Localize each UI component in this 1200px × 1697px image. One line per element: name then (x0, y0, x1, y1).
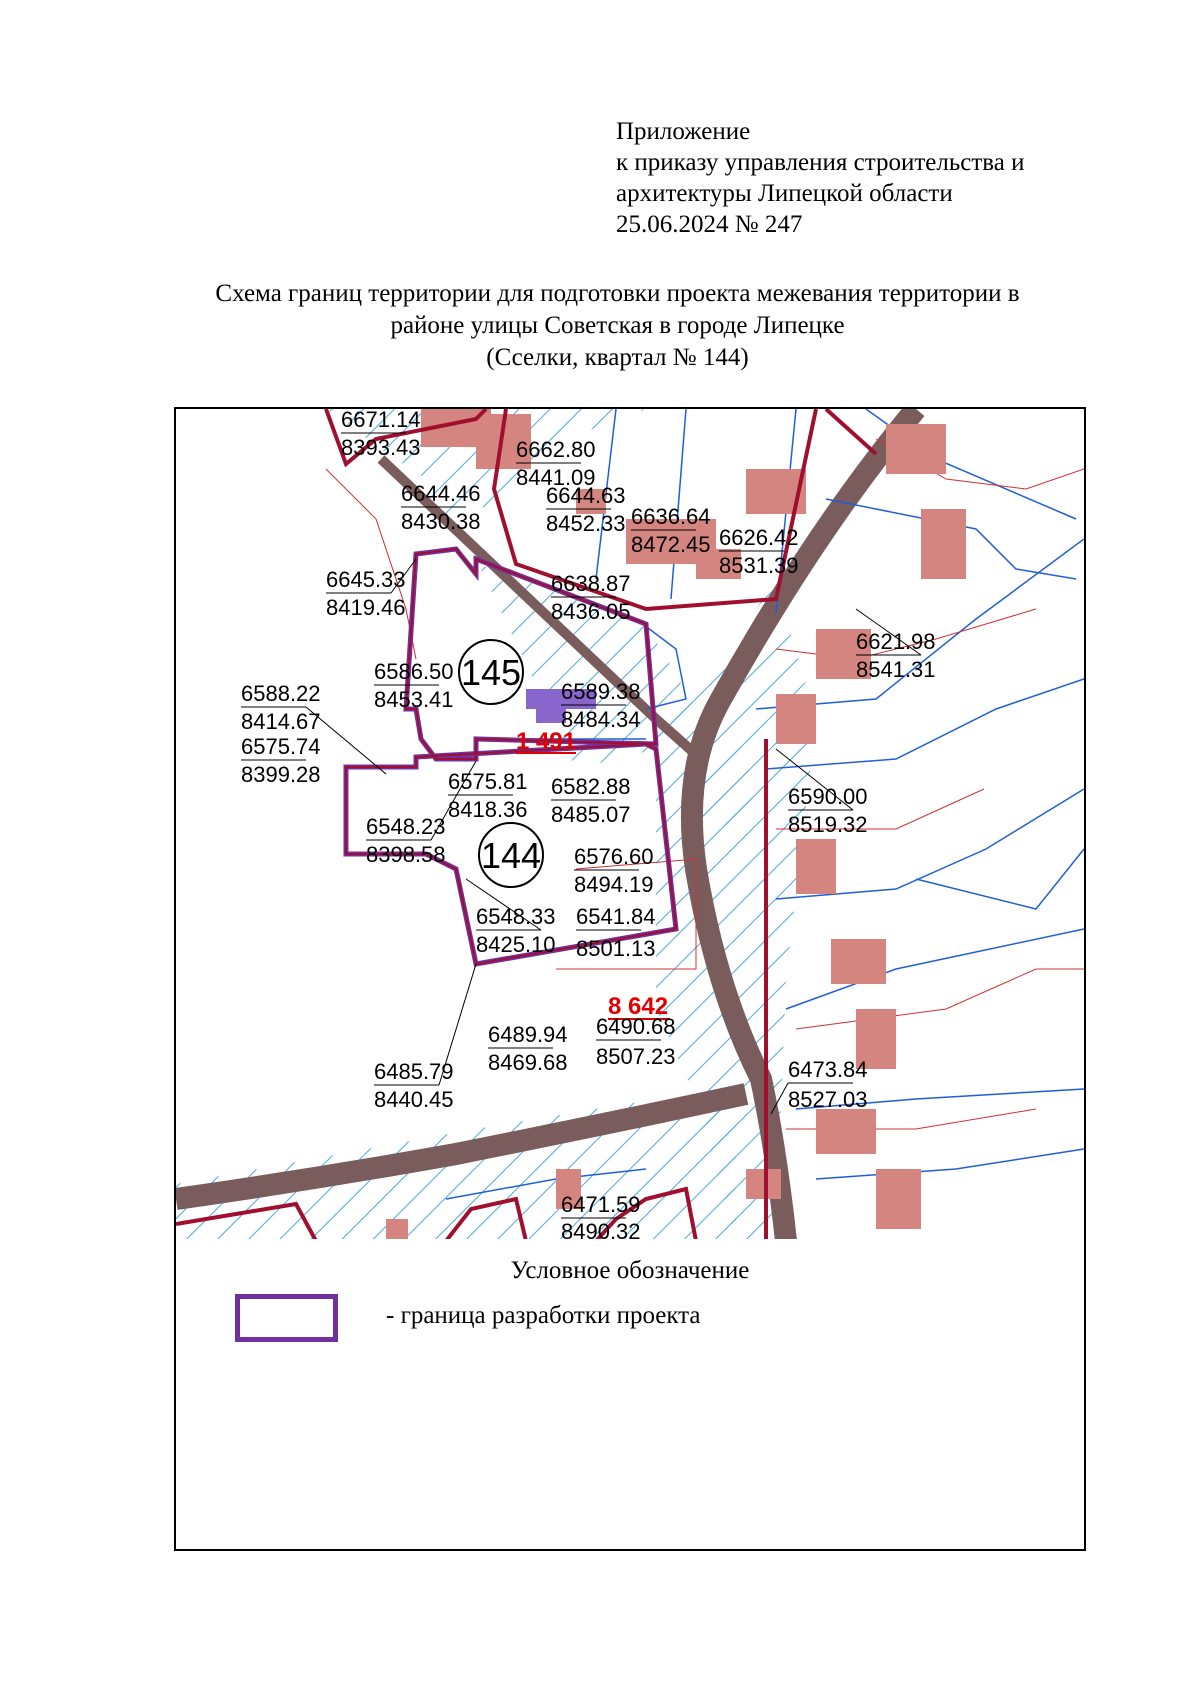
coord-22 (374, 1059, 454, 1112)
svg-text:6621.98: 6621.98 (856, 629, 936, 654)
svg-text:6645.33: 6645.33 (326, 567, 406, 592)
svg-text:8452.33: 8452.33 (546, 511, 626, 536)
coord-12 (241, 734, 321, 787)
appendix-line-3: архитектуры Липецкой области (616, 180, 953, 207)
svg-text:8430.38: 8430.38 (401, 509, 481, 534)
coord-0 (341, 409, 421, 460)
block-markers (459, 640, 543, 887)
svg-text:8453.41: 8453.41 (374, 687, 454, 712)
building (886, 424, 946, 474)
svg-text:8484.34: 8484.34 (561, 707, 641, 732)
appendix-line-4: 25.06.2024 № 247 (616, 211, 803, 238)
svg-text:6489.94: 6489.94 (488, 1022, 568, 1047)
coord-15 (551, 774, 631, 827)
svg-text:6548.23: 6548.23 (366, 814, 446, 839)
area-label: 1 491 (516, 728, 577, 755)
coord-13 (788, 784, 868, 837)
svg-text:6590.00: 6590.00 (788, 784, 868, 809)
svg-text:6588.22: 6588.22 (241, 681, 321, 706)
svg-text:8441.09: 8441.09 (516, 465, 596, 490)
building (876, 1169, 921, 1229)
svg-text:8519.32: 8519.32 (788, 812, 868, 837)
building (816, 1109, 876, 1154)
svg-text:8398.58: 8398.58 (366, 842, 446, 867)
svg-text:6644.63: 6644.63 (546, 483, 626, 508)
svg-text:6490.68: 6490.68 (596, 1014, 676, 1039)
map-frame (174, 407, 1086, 1551)
svg-text:8419.46: 8419.46 (326, 595, 406, 620)
svg-text:8531.39: 8531.39 (719, 553, 799, 578)
svg-text:8399.28: 8399.28 (241, 762, 321, 787)
coord-18 (476, 904, 556, 957)
svg-text:6473.84: 6473.84 (788, 1057, 868, 1082)
svg-text:6582.88: 6582.88 (551, 774, 631, 799)
document-title (130, 278, 1105, 374)
svg-text:6548.33: 6548.33 (476, 904, 556, 929)
legend-item-label: - граница разработки проекта (386, 1302, 701, 1329)
building (921, 509, 966, 579)
title-line-3: (Сселки, квартал № 144) (486, 344, 749, 371)
title-line-2: районе улицы Советская в городе Липецке (390, 312, 845, 339)
block-number: 145 (460, 652, 522, 693)
svg-text:8469.68: 8469.68 (488, 1050, 568, 1075)
svg-text:6541.84: 6541.84 (576, 904, 656, 929)
svg-text:6589.38: 6589.38 (561, 679, 641, 704)
svg-text:6636.64: 6636.64 (631, 504, 711, 529)
svg-text:6662.80: 6662.80 (516, 437, 596, 462)
title-line-1: Схема границ территории для подготовки проекта межевания территории в (215, 280, 1020, 307)
svg-text:8501.13: 8501.13 (576, 936, 656, 961)
coord-20 (488, 1022, 568, 1075)
svg-text:8472.45: 8472.45 (631, 532, 711, 557)
svg-text:8440.45: 8440.45 (374, 1087, 454, 1112)
svg-text:6671.14: 6671.14 (341, 409, 421, 432)
svg-text:8418.36: 8418.36 (448, 797, 528, 822)
appendix-line-1: Приложение (616, 118, 751, 145)
svg-text:8393.43: 8393.43 (341, 435, 421, 460)
appendix-line-2: к приказу управления строительства и (616, 149, 1025, 176)
building (386, 1219, 408, 1239)
svg-text:6638.87: 6638.87 (551, 571, 631, 596)
coord-21 (596, 1014, 676, 1069)
area-label: 8 642 (608, 993, 669, 1020)
svg-text:8507.23: 8507.23 (596, 1044, 676, 1069)
svg-text:8414.67: 8414.67 (241, 709, 321, 734)
svg-text:6575.74: 6575.74 (241, 734, 321, 759)
svg-text:6575.81: 6575.81 (448, 769, 528, 794)
coord-14 (448, 769, 528, 822)
block-number: 144 (480, 835, 542, 876)
svg-text:6644.46: 6644.46 (401, 481, 481, 506)
svg-text:8490.32: 8490.32 (561, 1219, 641, 1241)
svg-text:6626.42: 6626.42 (719, 525, 799, 550)
svg-text:6471.59: 6471.59 (561, 1192, 641, 1217)
svg-text:6485.79: 6485.79 (374, 1059, 454, 1084)
svg-text:8527.03: 8527.03 (788, 1087, 868, 1112)
svg-text:6586.50: 6586.50 (374, 659, 454, 684)
coord-9 (241, 681, 321, 734)
svg-text:8494.19: 8494.19 (574, 872, 654, 897)
svg-text:6576.60: 6576.60 (574, 844, 654, 869)
legend-swatch-project-boundary (235, 1294, 338, 1342)
coord-6 (326, 567, 406, 620)
coord-3 (546, 483, 626, 536)
coord-10 (374, 659, 454, 712)
building (831, 939, 886, 984)
svg-text:8541.31: 8541.31 (856, 657, 936, 682)
coord-17 (574, 844, 654, 897)
appendix-header (616, 116, 1024, 240)
cadastral-map (176, 409, 1084, 1241)
legend-title: Условное обозначение (510, 1257, 750, 1284)
building (796, 839, 836, 894)
svg-text:8425.10: 8425.10 (476, 932, 556, 957)
svg-text:8485.07: 8485.07 (551, 802, 631, 827)
svg-text:8436.05: 8436.05 (551, 599, 631, 624)
coord-16 (366, 814, 446, 867)
coord-24 (561, 1192, 641, 1241)
building (776, 694, 816, 744)
coord-23 (788, 1057, 868, 1112)
building (746, 1169, 781, 1199)
